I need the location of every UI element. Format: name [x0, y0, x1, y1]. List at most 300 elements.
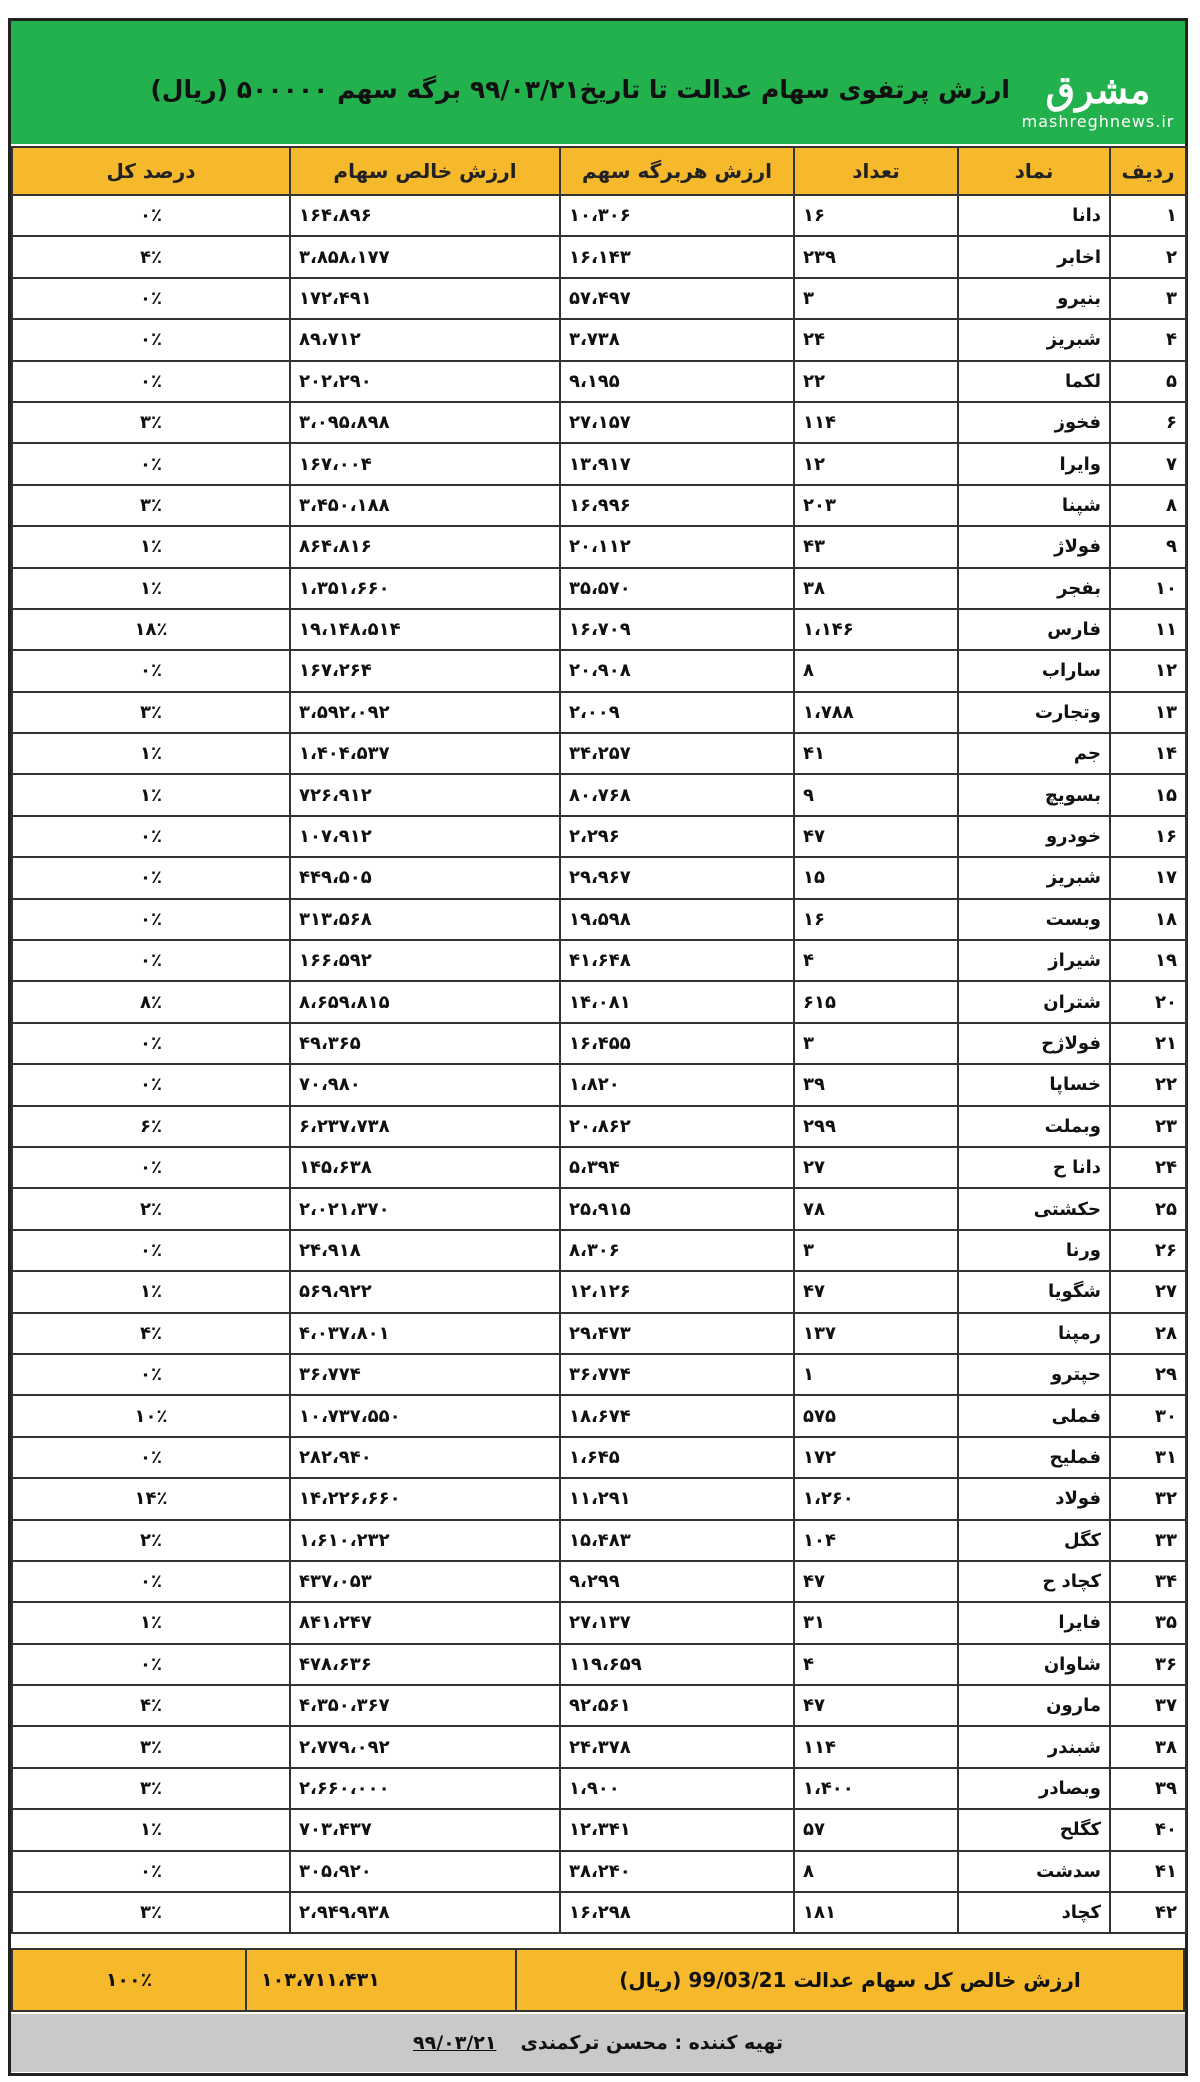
cell-percent: ۳٪: [12, 1726, 290, 1767]
table-row: [12, 1520, 1186, 1561]
cell-percent: ۱٪: [12, 774, 290, 815]
table-row: [12, 319, 1186, 360]
cell-net-value: ۲۴،۹۱۸: [290, 1230, 560, 1271]
table-row: [12, 361, 1186, 402]
cell-symbol: فخوز: [958, 402, 1110, 443]
cell-symbol: حپترو: [958, 1354, 1110, 1395]
cell-symbol: شبندر: [958, 1726, 1110, 1767]
table-body: [12, 195, 1186, 1933]
cell-net-value: ۳۰۵،۹۲۰: [290, 1851, 560, 1892]
cell-net-value: ۱۴،۲۲۶،۶۶۰: [290, 1478, 560, 1519]
cell-row-number: ۲۳: [1110, 1106, 1186, 1147]
cell-share-price: ۱۸،۶۷۴: [560, 1395, 794, 1436]
cell-net-value: ۳،۰۹۵،۸۹۸: [290, 402, 560, 443]
cell-count: ۲۰۳: [794, 485, 958, 526]
cell-share-price: ۲۷،۱۳۷: [560, 1602, 794, 1643]
cell-percent: ۰٪: [12, 361, 290, 402]
cell-share-price: ۹۲،۵۶۱: [560, 1685, 794, 1726]
cell-share-price: ۲۹،۴۷۳: [560, 1313, 794, 1354]
cell-percent: ۳٪: [12, 1768, 290, 1809]
total-label: ارزش خالص کل سهام عدالت 99/03/21 (ریال): [515, 1950, 1183, 2010]
cell-share-price: ۱۶،۴۵۵: [560, 1023, 794, 1064]
cell-count: ۳: [794, 278, 958, 319]
cell-share-price: ۱۶،۷۰۹: [560, 609, 794, 650]
table-row: [12, 485, 1186, 526]
cell-count: ۱۱۴: [794, 402, 958, 443]
cell-row-number: ۳۸: [1110, 1726, 1186, 1767]
cell-net-value: ۵۶۹،۹۲۲: [290, 1271, 560, 1312]
cell-symbol: شبریز: [958, 857, 1110, 898]
cell-share-price: ۵،۳۹۴: [560, 1147, 794, 1188]
cell-percent: ۰٪: [12, 857, 290, 898]
cell-percent: ۰٪: [12, 1147, 290, 1188]
table-row: [12, 402, 1186, 443]
table-row: [12, 899, 1186, 940]
cell-count: ۱۸۱: [794, 1892, 958, 1933]
cell-share-price: ۱۲،۳۴۱: [560, 1809, 794, 1850]
cell-percent: ۱٪: [12, 568, 290, 609]
cell-symbol: شپنا: [958, 485, 1110, 526]
cell-net-value: ۴۳۷،۰۵۳: [290, 1561, 560, 1602]
cell-percent: ۱٪: [12, 1271, 290, 1312]
cell-count: ۱۱۴: [794, 1726, 958, 1767]
cell-percent: ۴٪: [12, 1685, 290, 1726]
cell-count: ۲۹۹: [794, 1106, 958, 1147]
cell-percent: ۰٪: [12, 1064, 290, 1105]
cell-row-number: ۱۲: [1110, 650, 1186, 691]
cell-symbol: خساپا: [958, 1064, 1110, 1105]
cell-row-number: ۳۶: [1110, 1644, 1186, 1685]
cell-count: ۱۲: [794, 443, 958, 484]
cell-symbol: بسویچ: [958, 774, 1110, 815]
cell-row-number: ۹: [1110, 526, 1186, 567]
cell-percent: ۱۰٪: [12, 1395, 290, 1436]
cell-share-price: ۲۰،۹۰۸: [560, 650, 794, 691]
cell-net-value: ۴۴۹،۵۰۵: [290, 857, 560, 898]
cell-symbol: فملیح: [958, 1437, 1110, 1478]
cell-row-number: ۳: [1110, 278, 1186, 319]
cell-percent: ۱٪: [12, 733, 290, 774]
cell-row-number: ۲۰: [1110, 981, 1186, 1022]
cell-percent: ۲٪: [12, 1520, 290, 1561]
cell-share-price: ۱۵،۴۸۳: [560, 1520, 794, 1561]
cell-row-number: ۲۱: [1110, 1023, 1186, 1064]
cell-symbol: دانا: [958, 195, 1110, 236]
cell-net-value: ۳۱۳،۵۶۸: [290, 899, 560, 940]
cell-percent: ۶٪: [12, 1106, 290, 1147]
cell-net-value: ۲،۷۷۹،۰۹۲: [290, 1726, 560, 1767]
cell-count: ۴۷: [794, 1271, 958, 1312]
cell-net-value: ۴۹،۳۶۵: [290, 1023, 560, 1064]
table-row: [12, 1313, 1186, 1354]
cell-share-price: ۱۱،۲۹۱: [560, 1478, 794, 1519]
cell-symbol: فولاژح: [958, 1023, 1110, 1064]
cell-count: ۶۱۵: [794, 981, 958, 1022]
table-row: [12, 857, 1186, 898]
cell-count: ۴۳: [794, 526, 958, 567]
cell-share-price: ۱۲،۱۲۶: [560, 1271, 794, 1312]
cell-net-value: ۱۹،۱۴۸،۵۱۴: [290, 609, 560, 650]
cell-percent: ۱٪: [12, 1809, 290, 1850]
cell-share-price: ۲۴،۳۷۸: [560, 1726, 794, 1767]
table-row: [12, 1561, 1186, 1602]
cell-symbol: لکما: [958, 361, 1110, 402]
cell-count: ۱۰۴: [794, 1520, 958, 1561]
footer-date: ۹۹/۰۳/۲۱: [413, 2032, 497, 2054]
cell-net-value: ۱۰۷،۹۱۲: [290, 816, 560, 857]
cell-net-value: ۲۸۲،۹۴۰: [290, 1437, 560, 1478]
table-row: [12, 1644, 1186, 1685]
cell-percent: ۰٪: [12, 1561, 290, 1602]
cell-net-value: ۱،۶۱۰،۲۳۲: [290, 1520, 560, 1561]
footer-author: تهیه کننده : محسن ترکمندی: [520, 2032, 784, 2054]
cell-count: ۵۷: [794, 1809, 958, 1850]
cell-share-price: ۳۶،۷۷۴: [560, 1354, 794, 1395]
cell-row-number: ۸: [1110, 485, 1186, 526]
cell-count: ۴: [794, 940, 958, 981]
cell-percent: ۰٪: [12, 1354, 290, 1395]
table-row: [12, 1147, 1186, 1188]
cell-count: ۴۷: [794, 816, 958, 857]
table-row: [12, 1188, 1186, 1229]
cell-percent: ۰٪: [12, 1230, 290, 1271]
cell-net-value: ۷۰۳،۴۳۷: [290, 1809, 560, 1850]
cell-percent: ۴٪: [12, 236, 290, 277]
cell-count: ۱۵: [794, 857, 958, 898]
cell-net-value: ۸۹،۷۱۲: [290, 319, 560, 360]
cell-percent: ۸٪: [12, 981, 290, 1022]
table-row: [12, 1726, 1186, 1767]
cell-count: ۱،۷۸۸: [794, 692, 958, 733]
cell-net-value: ۱۴۵،۶۳۸: [290, 1147, 560, 1188]
table-row: [12, 816, 1186, 857]
logo-word: مشرق: [1045, 66, 1151, 112]
table-row: [12, 774, 1186, 815]
table-row: [12, 1437, 1186, 1478]
cell-row-number: ۱۱: [1110, 609, 1186, 650]
cell-net-value: ۷۲۶،۹۱۲: [290, 774, 560, 815]
table-row: [12, 526, 1186, 567]
cell-percent: ۰٪: [12, 650, 290, 691]
cell-row-number: ۳۲: [1110, 1478, 1186, 1519]
cell-share-price: ۱۶،۹۹۶: [560, 485, 794, 526]
cell-share-price: ۳۸،۲۴۰: [560, 1851, 794, 1892]
cell-symbol: کچاد: [958, 1892, 1110, 1933]
cell-count: ۳: [794, 1230, 958, 1271]
cell-share-price: ۲۹،۹۶۷: [560, 857, 794, 898]
cell-symbol: فولاد: [958, 1478, 1110, 1519]
cell-row-number: ۲۵: [1110, 1188, 1186, 1229]
cell-percent: ۰٪: [12, 195, 290, 236]
cell-symbol: ورنا: [958, 1230, 1110, 1271]
cell-symbol: کگلح: [958, 1809, 1110, 1850]
cell-share-price: ۱۹،۵۹۸: [560, 899, 794, 940]
cell-symbol: بنیرو: [958, 278, 1110, 319]
cell-percent: ۰٪: [12, 319, 290, 360]
cell-net-value: ۲،۰۲۱،۳۷۰: [290, 1188, 560, 1229]
cell-count: ۴۱: [794, 733, 958, 774]
table-row: [12, 1892, 1186, 1933]
cell-row-number: ۲: [1110, 236, 1186, 277]
cell-net-value: ۴،۳۵۰،۳۶۷: [290, 1685, 560, 1726]
table-row: [12, 609, 1186, 650]
cell-share-price: ۲،۰۰۹: [560, 692, 794, 733]
cell-net-value: ۳،۸۵۸،۱۷۷: [290, 236, 560, 277]
total-row: [11, 1948, 1185, 2012]
table-row: [12, 1768, 1186, 1809]
col-header-row-number: ردیف: [1110, 147, 1186, 195]
cell-percent: ۱۸٪: [12, 609, 290, 650]
cell-symbol: سدشت: [958, 1851, 1110, 1892]
cell-symbol: فولاژ: [958, 526, 1110, 567]
col-header-net-value: ارزش خالص سهام: [290, 147, 560, 195]
cell-net-value: ۱۶۷،۲۶۴: [290, 650, 560, 691]
total-percent: ۱۰۰٪: [105, 1969, 153, 1991]
cell-symbol: جم: [958, 733, 1110, 774]
cell-percent: ۱۴٪: [12, 1478, 290, 1519]
cell-count: ۳۹: [794, 1064, 958, 1105]
cell-count: ۴۷: [794, 1561, 958, 1602]
cell-count: ۹: [794, 774, 958, 815]
cell-row-number: ۱۷: [1110, 857, 1186, 898]
table-row: [12, 1354, 1186, 1395]
table-row: [12, 236, 1186, 277]
cell-share-price: ۱،۶۴۵: [560, 1437, 794, 1478]
cell-net-value: ۸۴۱،۲۴۷: [290, 1602, 560, 1643]
cell-row-number: ۲۲: [1110, 1064, 1186, 1105]
cell-symbol: خودرو: [958, 816, 1110, 857]
cell-count: ۱۳۷: [794, 1313, 958, 1354]
cell-share-price: ۱۰،۳۰۶: [560, 195, 794, 236]
cell-row-number: ۶: [1110, 402, 1186, 443]
cell-share-price: ۱۶،۲۹۸: [560, 1892, 794, 1933]
table-row: [12, 278, 1186, 319]
cell-percent: ۰٪: [12, 816, 290, 857]
col-header-symbol: نماد: [958, 147, 1110, 195]
cell-net-value: ۱۶۷،۰۰۴: [290, 443, 560, 484]
mashregh-logo: [1023, 51, 1173, 146]
table-row: [12, 650, 1186, 691]
cell-net-value: ۲۰۲،۲۹۰: [290, 361, 560, 402]
cell-net-value: ۱۷۲،۴۹۱: [290, 278, 560, 319]
cell-share-price: ۹،۲۹۹: [560, 1561, 794, 1602]
cell-row-number: ۱۶: [1110, 816, 1186, 857]
footer: [11, 2014, 1185, 2072]
cell-count: ۱،۲۶۰: [794, 1478, 958, 1519]
cell-share-price: ۸۰،۷۶۸: [560, 774, 794, 815]
table-row: [12, 1685, 1186, 1726]
cell-row-number: ۱۰: [1110, 568, 1186, 609]
cell-share-price: ۲۵،۹۱۵: [560, 1188, 794, 1229]
cell-row-number: ۳۳: [1110, 1520, 1186, 1561]
cell-count: ۴: [794, 1644, 958, 1685]
cell-share-price: ۳،۷۳۸: [560, 319, 794, 360]
cell-share-price: ۱۴،۰۸۱: [560, 981, 794, 1022]
cell-net-value: ۲،۶۶۰،۰۰۰: [290, 1768, 560, 1809]
cell-row-number: ۲۸: [1110, 1313, 1186, 1354]
cell-row-number: ۱۸: [1110, 899, 1186, 940]
table-row: [12, 733, 1186, 774]
cell-symbol: فایرا: [958, 1602, 1110, 1643]
cell-row-number: ۳۴: [1110, 1561, 1186, 1602]
cell-row-number: ۲۴: [1110, 1147, 1186, 1188]
cell-count: ۱۷۲: [794, 1437, 958, 1478]
cell-percent: ۳٪: [12, 1892, 290, 1933]
cell-symbol: شتران: [958, 981, 1110, 1022]
title-bar: [11, 21, 1185, 144]
cell-row-number: ۴۱: [1110, 1851, 1186, 1892]
cell-row-number: ۴۲: [1110, 1892, 1186, 1933]
cell-share-price: ۵۷،۴۹۷: [560, 278, 794, 319]
cell-count: ۱: [794, 1354, 958, 1395]
cell-net-value: ۳،۴۵۰،۱۸۸: [290, 485, 560, 526]
cell-count: ۱،۴۰۰: [794, 1768, 958, 1809]
cell-net-value: ۱۶۶،۵۹۲: [290, 940, 560, 981]
cell-row-number: ۲۹: [1110, 1354, 1186, 1395]
cell-share-price: ۲۷،۱۵۷: [560, 402, 794, 443]
cell-percent: ۴٪: [12, 1313, 290, 1354]
cell-percent: ۰٪: [12, 1437, 290, 1478]
table-row: [12, 195, 1186, 236]
cell-symbol: ساراب: [958, 650, 1110, 691]
cell-count: ۳: [794, 1023, 958, 1064]
cell-share-price: ۸،۳۰۶: [560, 1230, 794, 1271]
table-row: [12, 981, 1186, 1022]
cell-percent: ۳٪: [12, 402, 290, 443]
portfolio-table: [11, 146, 1187, 1934]
cell-share-price: ۲،۲۹۶: [560, 816, 794, 857]
cell-net-value: ۱،۳۵۱،۶۶۰: [290, 568, 560, 609]
cell-row-number: ۳۰: [1110, 1395, 1186, 1436]
cell-symbol: فملی: [958, 1395, 1110, 1436]
cell-count: ۴۷: [794, 1685, 958, 1726]
cell-share-price: ۱،۹۰۰: [560, 1768, 794, 1809]
table-row: [12, 1106, 1186, 1147]
cell-percent: ۱٪: [12, 526, 290, 567]
cell-symbol: شاوان: [958, 1644, 1110, 1685]
cell-percent: ۰٪: [12, 1644, 290, 1685]
cell-row-number: ۳۹: [1110, 1768, 1186, 1809]
cell-percent: ۰٪: [12, 899, 290, 940]
cell-net-value: ۸۶۴،۸۱۶: [290, 526, 560, 567]
cell-count: ۲۲: [794, 361, 958, 402]
cell-count: ۱۶: [794, 195, 958, 236]
col-header-percent: درصد کل: [12, 147, 290, 195]
cell-symbol: وتجارت: [958, 692, 1110, 733]
cell-symbol: رمپنا: [958, 1313, 1110, 1354]
page-title: ارزش پرتفوی سهام عدالت تا تاریخ۹۹/۰۳/۲۱ برگه سهم ۵۰۰۰۰۰ (ریال): [150, 75, 1010, 104]
col-header-count: تعداد: [794, 147, 958, 195]
cell-symbol: کچاد ح: [958, 1561, 1110, 1602]
cell-count: ۲۴: [794, 319, 958, 360]
cell-share-price: ۳۵،۵۷۰: [560, 568, 794, 609]
cell-symbol: شگویا: [958, 1271, 1110, 1312]
cell-percent: ۰٪: [12, 1023, 290, 1064]
cell-row-number: ۳۵: [1110, 1602, 1186, 1643]
cell-net-value: ۳۶،۷۷۴: [290, 1354, 560, 1395]
cell-row-number: ۴۰: [1110, 1809, 1186, 1850]
cell-net-value: ۱۰،۷۳۷،۵۵۰: [290, 1395, 560, 1436]
cell-symbol: شیراز: [958, 940, 1110, 981]
cell-symbol: بفجر: [958, 568, 1110, 609]
cell-row-number: ۱۴: [1110, 733, 1186, 774]
cell-symbol: وبست: [958, 899, 1110, 940]
cell-row-number: ۲۷: [1110, 1271, 1186, 1312]
logo-domain: mashreghnews.ir: [1021, 111, 1175, 131]
cell-symbol: فارس: [958, 609, 1110, 650]
cell-count: ۲۳۹: [794, 236, 958, 277]
cell-net-value: ۳،۵۹۲،۰۹۲: [290, 692, 560, 733]
table-header-row: [12, 147, 1186, 195]
total-value: ۱۰۳،۷۱۱،۴۳۱: [245, 1950, 515, 2010]
cell-symbol: کگل: [958, 1520, 1110, 1561]
cell-row-number: ۳۷: [1110, 1685, 1186, 1726]
cell-net-value: ۱،۴۰۴،۵۳۷: [290, 733, 560, 774]
cell-share-price: ۲۰،۱۱۲: [560, 526, 794, 567]
table-row: [12, 1478, 1186, 1519]
cell-count: ۱۶: [794, 899, 958, 940]
cell-symbol: مارون: [958, 1685, 1110, 1726]
cell-count: ۲۷: [794, 1147, 958, 1188]
table-row: [12, 1271, 1186, 1312]
cell-count: ۸: [794, 1851, 958, 1892]
table-row: [12, 1023, 1186, 1064]
table-row: [12, 1602, 1186, 1643]
cell-count: ۷۸: [794, 1188, 958, 1229]
cell-share-price: ۱۳،۹۱۷: [560, 443, 794, 484]
cell-row-number: ۱: [1110, 195, 1186, 236]
cell-percent: ۰٪: [12, 278, 290, 319]
table-row: [12, 1395, 1186, 1436]
cell-net-value: ۸،۶۵۹،۸۱۵: [290, 981, 560, 1022]
cell-share-price: ۳۴،۲۵۷: [560, 733, 794, 774]
table-row: [12, 1064, 1186, 1105]
table-row: [12, 1851, 1186, 1892]
cell-net-value: ۴،۰۳۷،۸۰۱: [290, 1313, 560, 1354]
cell-row-number: ۵: [1110, 361, 1186, 402]
cell-net-value: ۲،۹۴۹،۹۳۸: [290, 1892, 560, 1933]
cell-row-number: ۷: [1110, 443, 1186, 484]
cell-net-value: ۱۶۴،۸۹۶: [290, 195, 560, 236]
cell-symbol: حکشتی: [958, 1188, 1110, 1229]
cell-percent: ۱٪: [12, 1602, 290, 1643]
cell-count: ۳۱: [794, 1602, 958, 1643]
cell-symbol: وبصادر: [958, 1768, 1110, 1809]
cell-percent: ۳٪: [12, 692, 290, 733]
cell-row-number: ۱۳: [1110, 692, 1186, 733]
cell-percent: ۲٪: [12, 1188, 290, 1229]
cell-count: ۵۷۵: [794, 1395, 958, 1436]
table-row: [12, 443, 1186, 484]
cell-count: ۳۸: [794, 568, 958, 609]
cell-net-value: ۴۷۸،۶۳۶: [290, 1644, 560, 1685]
cell-count: ۸: [794, 650, 958, 691]
cell-count: ۱،۱۴۶: [794, 609, 958, 650]
cell-percent: ۰٪: [12, 443, 290, 484]
cell-row-number: ۴: [1110, 319, 1186, 360]
cell-row-number: ۱۵: [1110, 774, 1186, 815]
cell-share-price: ۱۱۹،۶۵۹: [560, 1644, 794, 1685]
cell-net-value: ۶،۲۳۷،۷۳۸: [290, 1106, 560, 1147]
cell-row-number: ۱۹: [1110, 940, 1186, 981]
cell-share-price: ۹،۱۹۵: [560, 361, 794, 402]
cell-percent: ۰٪: [12, 940, 290, 981]
cell-symbol: وبملت: [958, 1106, 1110, 1147]
cell-row-number: ۳۱: [1110, 1437, 1186, 1478]
table-row: [12, 692, 1186, 733]
table-row: [12, 940, 1186, 981]
table-row: [12, 1230, 1186, 1271]
